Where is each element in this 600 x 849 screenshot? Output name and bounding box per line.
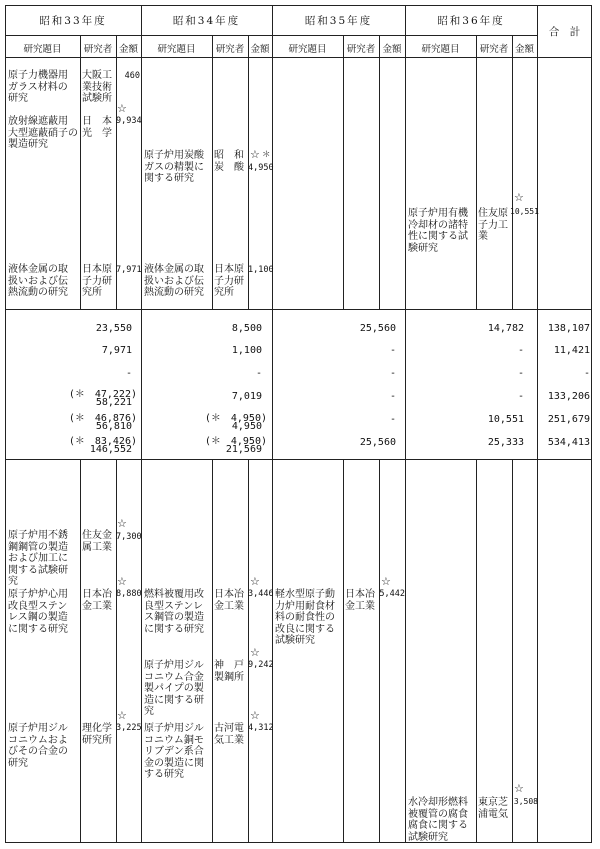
cell-total: -: [583, 368, 590, 379]
star-mark: ☆: [514, 782, 524, 795]
col-sep: [212, 35, 213, 309]
star-mark: ☆: [250, 575, 260, 588]
cell-total: 56,810: [95, 421, 132, 432]
cell-amount: 3,446: [248, 589, 274, 599]
subheader-amount: 金額: [514, 44, 534, 55]
section2-bottom-rule: [5, 459, 592, 460]
cell-researcher: 古河電 気工業: [214, 723, 244, 746]
cell-total: 25,333: [487, 437, 524, 448]
cell-topic: 原子炉用不銹 鋼鋼管の製造 および加工に 関する試験研 究: [8, 530, 68, 587]
col-sep: [272, 459, 273, 843]
col-sep: [537, 459, 538, 843]
subheader-researcher: 研究者: [346, 44, 376, 55]
cell-researcher: 日本冶 金工業: [214, 589, 244, 612]
cell-amount: 10,551: [510, 207, 539, 216]
cell-researcher: 大阪工 業技術 試験所: [82, 70, 112, 104]
cell-total: 8,500: [231, 323, 262, 334]
col-sep: [272, 309, 273, 459]
subheader-amount: 金額: [118, 44, 138, 55]
cell-total: -: [517, 368, 524, 379]
header-year34: 昭和34年度: [172, 15, 241, 27]
subheader-topic: 研究題目: [288, 44, 327, 55]
star-mark: ☆: [250, 148, 260, 161]
subheader-amount: 金額: [250, 44, 270, 55]
col-sep: [141, 309, 142, 459]
subheader-topic: 研究題目: [421, 44, 460, 55]
cell-total: -: [255, 368, 262, 379]
cell-total: 7,971: [101, 345, 132, 356]
cell-researcher: 昭 和 炭 酸: [214, 150, 244, 173]
cell-topic: 燃料被覆用改 良型ステンレ ス鋼管の製造 に関する研究: [144, 589, 204, 635]
section1-bottom-rule: [5, 309, 592, 310]
cell-topic: 原子力機器用 ガラス材料の 研究: [8, 70, 68, 104]
cell-topic: 水冷却形燃料 被覆管の腐食 腐食に関する 試験研究: [408, 797, 468, 843]
cell-total: -: [389, 391, 396, 402]
cell-topic: 原子炉用ジル コニウム銅モ リブデン系合 金の製造に関 する研究: [144, 723, 204, 780]
cell-researcher: 住友金 属工業: [82, 530, 112, 553]
cell-total: 23,550: [95, 323, 132, 334]
cell-amount: 3,225: [116, 723, 142, 733]
cell-amount: 9,242: [248, 660, 274, 670]
cell-topic: 原子炉炉心用 改良型ステン レス鋼の製造 に関する研究: [8, 589, 68, 635]
col-sep: [476, 459, 477, 843]
cell-topic: 軽水型原子動 力炉用耐食材 料の耐食性の 改良に関する 試験研究: [275, 589, 335, 646]
cell-topic: 液体金属の取 扱いおよび伝 熱流動の研究: [8, 264, 68, 298]
header-divider: [5, 35, 537, 36]
cell-researcher: 東京芝 浦電気: [478, 797, 508, 820]
cell-total: 10,551: [487, 414, 524, 425]
asterisk-mark: ＊: [262, 150, 271, 160]
col-sep: [379, 459, 380, 843]
cell-total: (＊ 83,426): [68, 436, 137, 447]
cell-amount: 5,442: [379, 589, 405, 599]
cell-total: (＊ 46,876): [68, 413, 137, 424]
cell-researcher: 神 戸 製鋼所: [214, 660, 244, 683]
cell-total: -: [517, 345, 524, 356]
cell-total: 146,552: [89, 444, 132, 455]
cell-total: 25,560: [359, 437, 396, 448]
cell-total: -: [389, 414, 396, 425]
cell-total: (＊ 4,950): [204, 436, 267, 447]
header-year36: 昭和36年度: [437, 15, 505, 27]
col-sep: [343, 35, 344, 309]
col-sep: [212, 459, 213, 843]
header-bottom-rule: [5, 57, 592, 58]
cell-total: 25,560: [359, 323, 396, 334]
cell-total: 133,206: [547, 391, 590, 402]
cell-researcher: 日本冶 金工業: [82, 589, 112, 612]
col-sep: [405, 459, 406, 843]
star-mark: ☆: [117, 575, 127, 588]
col-sep: [379, 35, 380, 309]
col-sep: [80, 459, 81, 843]
cell-total: 7,019: [231, 391, 262, 402]
cell-topic: 放射線遮蔽用 大型遮蔽硝子の 製造研究: [8, 116, 78, 150]
cell-topic: 原子炉用有機 冷却材の諸特 性に関する試 験研究: [408, 208, 468, 254]
star-mark: ☆: [117, 709, 127, 722]
col-sep: [141, 459, 142, 843]
cell-amount: 4,312: [248, 723, 274, 733]
subheader-researcher: 研究者: [215, 44, 245, 55]
star-mark: ☆: [117, 102, 127, 115]
cell-researcher: 日本原 子力研 究所: [82, 264, 112, 298]
cell-total: -: [517, 391, 524, 402]
subheader-researcher: 研究者: [479, 44, 509, 55]
cell-total: 1,100: [231, 345, 262, 356]
star-mark: ☆: [117, 517, 127, 530]
cell-total: (＊ 47,222): [68, 389, 137, 400]
cell-topic: 原子炉用炭酸 ガスの精製に 関する研究: [144, 150, 204, 184]
cell-amount: 8,880: [116, 589, 142, 599]
cell-topic: 原子炉用ジル コニウムおよ びその合金の 研究: [8, 723, 68, 769]
cell-total: 11,421: [553, 345, 590, 356]
subheader-topic: 研究題目: [157, 44, 196, 55]
header-year33: 昭和33年度: [39, 15, 107, 27]
cell-amount: 460: [124, 71, 140, 81]
cell-total: 21,569: [225, 444, 262, 455]
cell-total: 4,950: [231, 421, 262, 432]
cell-total: -: [389, 345, 396, 356]
subheader-researcher: 研究者: [83, 44, 113, 55]
col-sep: [512, 35, 513, 309]
col-sep-y36-total: [537, 5, 538, 309]
cell-amount: 7,300: [116, 532, 142, 542]
header-total: 合 計: [548, 26, 581, 38]
cell-amount: 7,971: [116, 265, 142, 275]
subheader-topic: 研究題目: [23, 44, 62, 55]
cell-researcher: 日 本 光 学: [82, 116, 112, 139]
col-sep: [343, 459, 344, 843]
cell-amount: 4,950: [248, 163, 274, 173]
cell-amount: 3,508: [513, 797, 538, 806]
star-mark: ☆: [381, 575, 391, 588]
cell-researcher: 日本冶 金工業: [345, 589, 375, 612]
cell-total: 138,107: [547, 323, 590, 334]
subheader-amount: 金額: [382, 44, 402, 55]
cell-topic: 液体金属の取 扱いおよび伝 熱流動の研究: [144, 264, 204, 298]
cell-total: 14,782: [487, 323, 524, 334]
cell-total: (＊ 4,950): [204, 413, 267, 424]
col-sep: [512, 459, 513, 843]
col-sep: [248, 459, 249, 843]
cell-total: 251,679: [547, 414, 590, 425]
cell-total: 58,221: [95, 397, 132, 408]
star-mark: ☆: [250, 646, 260, 659]
cell-topic: 原子炉用ジル コニウム合金 製パイプの製 造に関する研 究: [144, 660, 204, 717]
star-mark: ☆: [250, 709, 260, 722]
cell-researcher: 日本原 子力研 究所: [214, 264, 244, 298]
cell-researcher: 住友原 子力工 業: [478, 208, 508, 242]
cell-total: -: [389, 368, 396, 379]
cell-researcher: 理化学 研究所: [82, 723, 112, 746]
star-mark: ☆: [514, 191, 524, 204]
col-sep: [80, 35, 81, 309]
cell-total: -: [125, 368, 132, 379]
header-year35: 昭和35年度: [304, 15, 373, 27]
col-sep: [476, 35, 477, 309]
cell-amount: 1,100: [248, 265, 274, 275]
cell-total: 534,413: [547, 437, 590, 448]
col-sep: [405, 309, 406, 459]
cell-amount: 9,934: [116, 116, 142, 126]
